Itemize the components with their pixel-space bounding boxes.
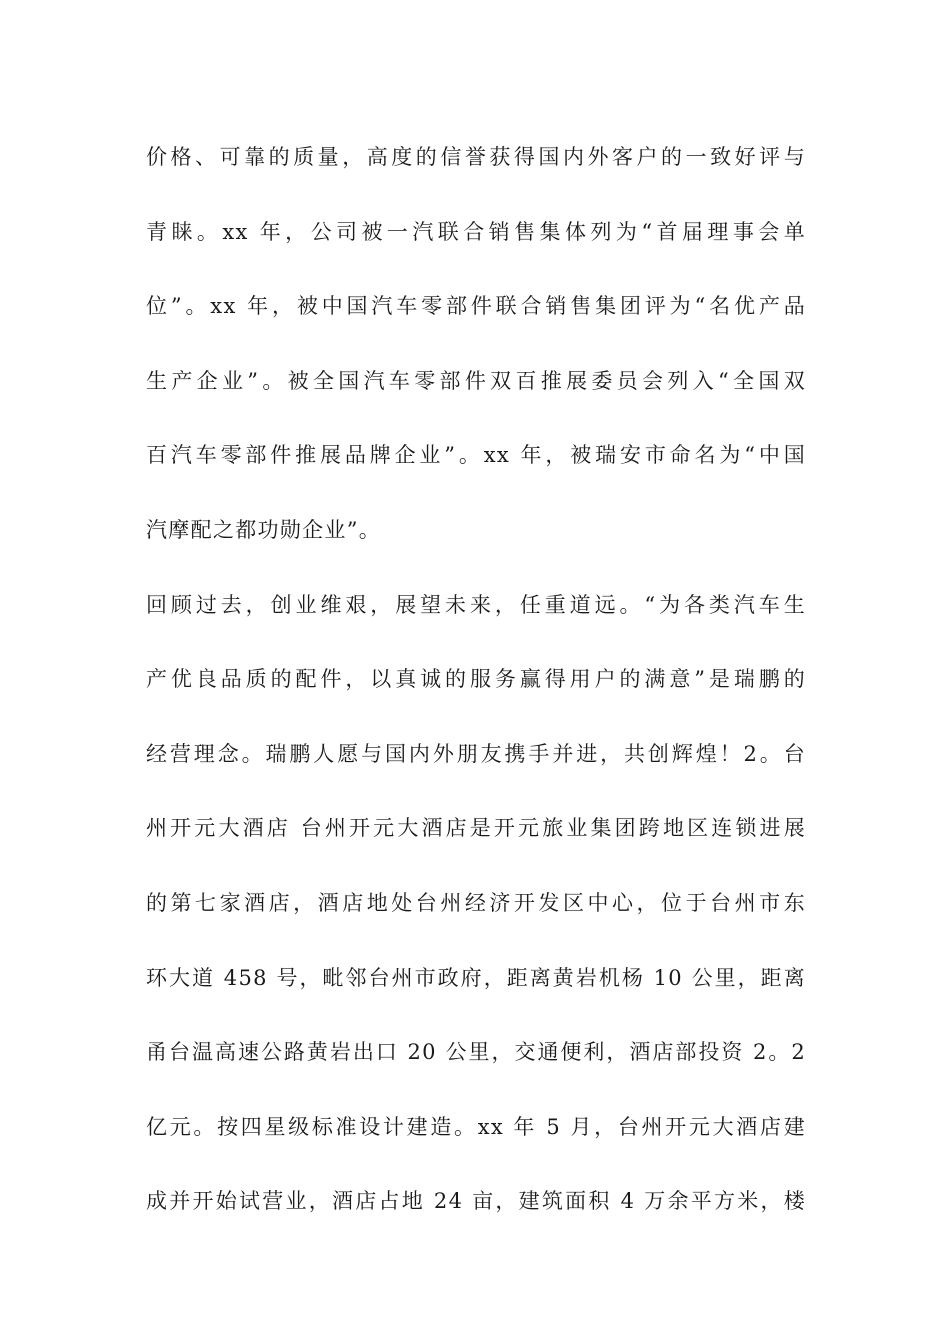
text-line: 百汽车零部件推展品牌企业”。xx 年，被瑞安市命名为“中国 [146,443,806,468]
text-line: 的第七家酒店，酒店地处台州经济开发区中心，位于台州市东 [146,890,806,915]
text-line: 价格、可靠的质量，高度的信誉获得国内外客户的一致好评与 [146,145,806,169]
text-line: 州开元大酒店 台州开元大酒店是开元旅业集团跨地区连锁进展 [146,816,806,841]
text-line: 青睐。xx 年，公司被一汽联合销售集体列为“首届理事会单 [146,219,806,244]
text-line: 成并开始试营业，酒店占地 24 亩，建筑面积 4 万余平方米，楼 [146,1189,806,1214]
text-line: 亿元。按四星级标准设计建造。xx 年 5 月，台州开元大酒店建 [146,1114,806,1139]
text-line: 经营理念。瑞鹏人愿与国内外朋友携手并进，共创辉煌！2。台 [146,741,806,766]
text-line: 甬台温高速公路黄岩出口 20 公里，交通便利，酒店部投资 2。2 [146,1040,806,1065]
text-line: 产优良品质的配件，以真诚的服务赢得用户的满意”是瑞鹏的 [146,667,806,692]
text-line: 汽摩配之都功勋企业”。 [146,517,382,542]
body-text [146,130,806,1249]
text-line: 环大道 458 号，毗邻台州市政府，距离黄岩机杨 10 公里，距离 [146,965,806,990]
text-line: 位”。xx 年，被中国汽车零部件联合销售集团评为“名优产品 [146,294,806,319]
text-line: 回顾过去，创业维艰，展望未来，任重道远。“为各类汽车生 [146,592,806,617]
text-line: 生产企业”。被全国汽车零部件双百推展委员会列入“全国双 [146,368,806,393]
